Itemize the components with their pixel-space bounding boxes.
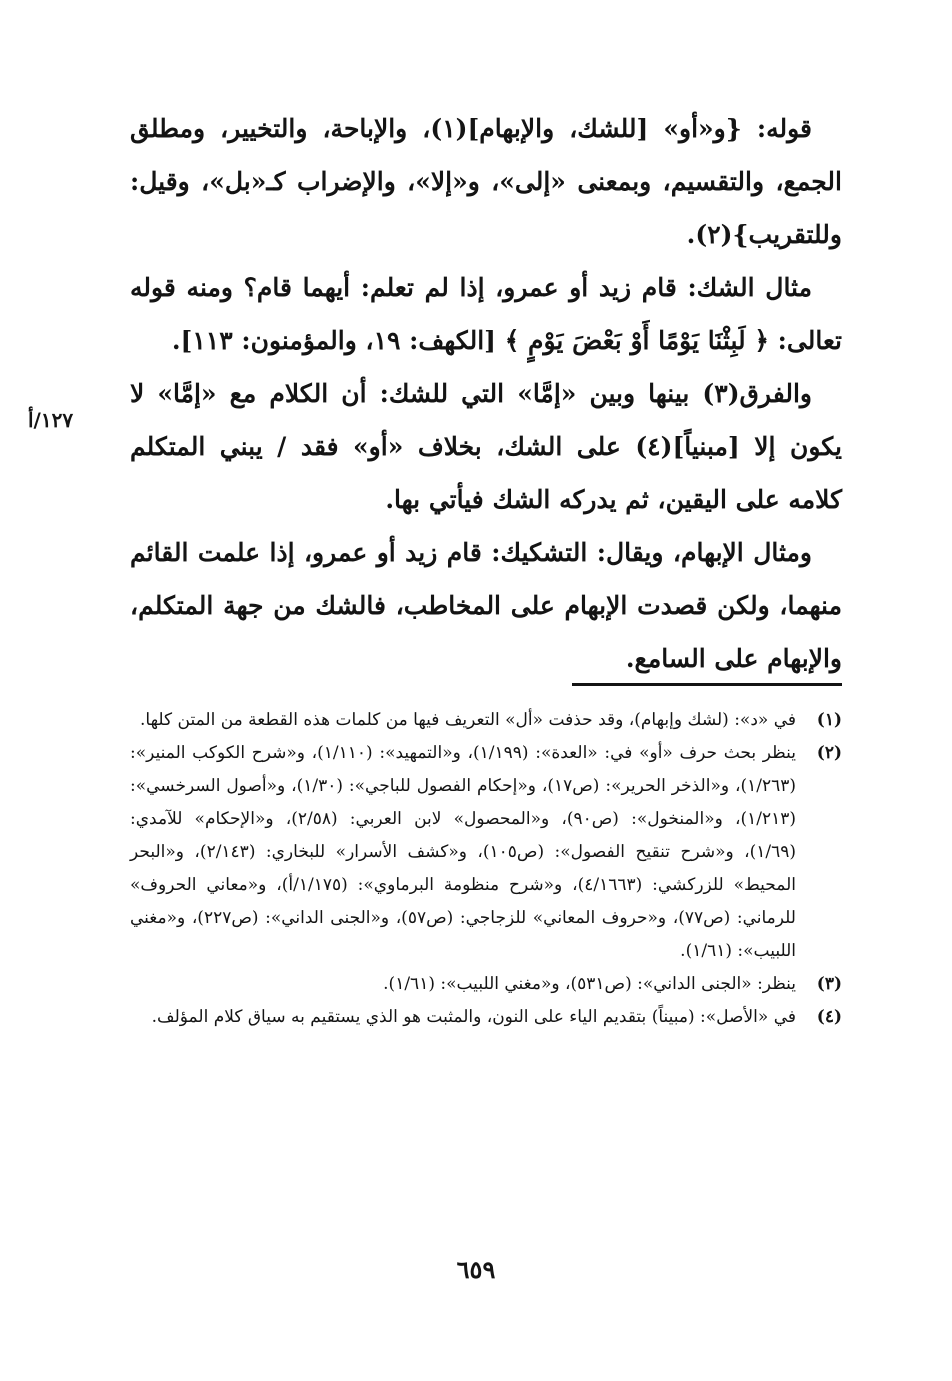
footnote-number: (٣) (816, 974, 842, 994)
footnote-divider (572, 683, 842, 686)
footnote-4 (130, 1001, 842, 1034)
footnote-number: (٤) (816, 1007, 842, 1027)
footnote-3 (130, 968, 842, 1001)
footnotes-section (130, 704, 842, 1034)
footnote-text: في «الأصل»: (مبيناً) بتقديم الياء على النون، والمثبت هو الذي يستقيم به سياق كلام المؤلف. (151, 1007, 796, 1027)
paragraph-ambiguity-example: ومثال الإبهام، ويقال: التشكيك: قام زيد أو عمرو، إذا علمت القائم منهما، ولكن قصدت الإبهام على المخاطب، فالشك من جهة المتكلم، والإبهام على السامع. (130, 538, 842, 673)
footnote-number: (١) (816, 710, 842, 730)
main-body-text (130, 102, 842, 685)
manuscript-folio-note: ١٢٧/أ (28, 408, 74, 432)
footnote-text: ينظر بحث حرف «أو» في: «العدة»: (١/١٩٩)، و«التمهيد»: (١/١١٠)، و«شرح الكوكب المنير»: (١/٢٦٣)، و«الذخر الحرير»: (ص١٧)، و«إحكام الفصول للباجي»: (١/٣٠)، و«أصول السرخسي»: (١/٢١٣)، و«المنخول»: (ص٩٠)، و«المحصول» لابن العربي: (٢/٥٨)، و«الإحكام» للآمدي: (١/٦٩)، و«شرح تنقيح الفصول»: (ص١٠٥)، و«كشف الأسرار» للبخاري: (٢/١٤٣)، و«البحر المحيط» للزركشي: (٤/١٦٦٣)، و«شرح منظومة البرماوي»: (١/١٧٥/أ)، و«معاني الحروف» للرماني: (ص٧٧)، و«حروف المعاني» للزجاجي: (ص٥٧)، و«الجنى الداني»: (ص٢٢٧)، و«مغني اللبيب»: (١/٦١). (130, 743, 796, 961)
footnote-number: (٢) (816, 743, 842, 763)
footnote-text: ينظر: «الجنى الداني»: (ص٥٣١)، و«مغني اللبيب»: (١/٦١). (383, 974, 796, 994)
page-number: ٦٥٩ (456, 1255, 496, 1284)
footnote-2 (130, 737, 842, 968)
paragraph-definition: قوله: {و«أو» [للشك، والإبهام](١)، والإباحة، والتخيير، ومطلق الجمع، والتقسيم، وبمعنى «إلى»، و«إلا»، والإضراب كـ«بل»، وقيل: وللتقريب}(٢). (130, 114, 842, 249)
paragraph-difference: والفرق(٣) بينها وبين «إمَّا» التي للشك: أن الكلام مع «إمَّا» لا يكون إلا [مبنياً](٤) على الشك، بخلاف «أو» فقد / يبني المتكلم كلامه على اليقين، ثم يدركه الشك فيأتي بها. (130, 379, 843, 514)
footnote-text: في «د»: (لشك وإبهام)، وقد حذفت «أل» التعريف فيها من كلمات هذه القطعة من المتن كلها. (139, 710, 796, 730)
paragraph-doubt-example: مثال الشك: قام زيد أو عمرو، إذا لم تعلم: أيهما قام؟ ومنه قوله تعالى: ﴿ لَبِثْنَا يَوْمًا أَوْ بَعْضَ يَوْمٍ ﴾ [الكهف: ١٩، والمؤمنون: ١١٣]. (130, 273, 842, 355)
footnote-1 (130, 704, 842, 737)
